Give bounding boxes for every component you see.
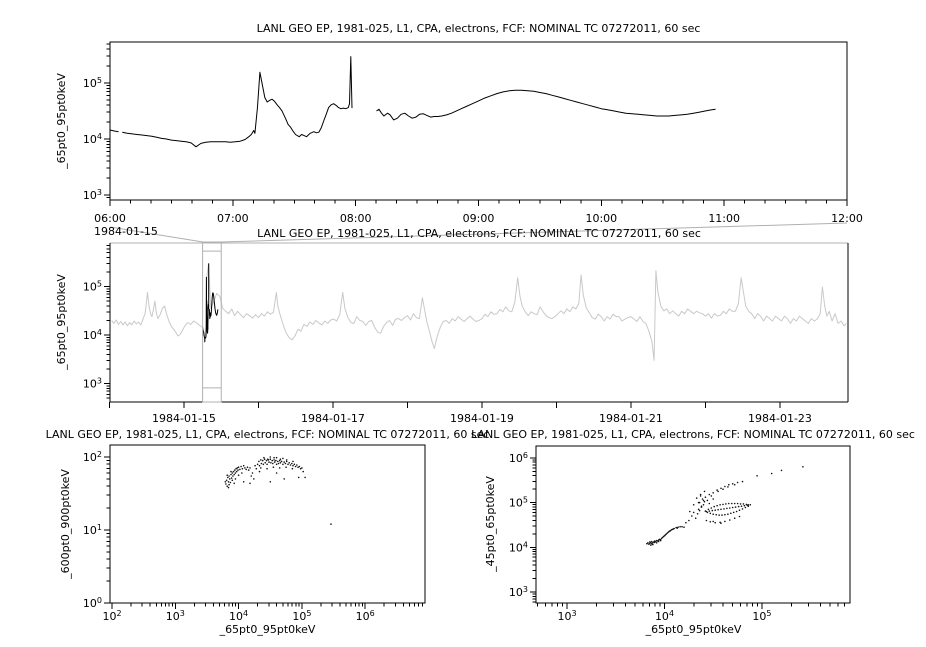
tick-label-10e5: $10^5$ — [292, 609, 312, 623]
p4-plot-area[interactable] — [536, 446, 850, 603]
p2-date-tick: 1984-01-21 — [599, 412, 663, 425]
tick-label-10e3: $10^3$ — [508, 585, 528, 600]
tick-label-10e6: $10^6$ — [355, 609, 375, 623]
tick-label-10e1: $10^1$ — [82, 522, 102, 537]
p1-time-tick: 06:00 — [94, 212, 126, 225]
p2-date-tick: 1984-01-17 — [301, 412, 365, 425]
panel3-x-axis-label: _65pt0_95pt0keV — [219, 623, 316, 636]
p2-plot-area[interactable] — [110, 243, 848, 402]
tick-label-10e5: $10^5$ — [752, 609, 772, 623]
tick-label-10e2: $10^2$ — [102, 609, 122, 623]
tick-label-10e4: $10^4$ — [654, 609, 675, 623]
panel2-y-axis-label: _65pt0_95pt0keV — [55, 274, 68, 370]
tick-label-10e0: $10^0$ — [82, 596, 102, 610]
p1-time-tick: 10:00 — [585, 212, 618, 225]
p2-date-tick: 1984-01-23 — [748, 412, 812, 425]
panel1-y-axis-label: _65pt0_95pt0keV — [55, 73, 68, 169]
panel-p3 — [83, 445, 425, 623]
panel-p4 — [509, 446, 850, 623]
tick-label-10e3: $10^3$ — [557, 609, 577, 623]
panel-p1 — [83, 42, 863, 225]
panel4-title: LANL GEO EP, 1981-025, L1, CPA, electrons, FCF: NOMINAL TC 07272011, 60 sec — [471, 428, 915, 441]
tick-label-10e2: $10^2$ — [82, 449, 102, 464]
p2-date-tick: 1984-01-15 — [152, 412, 216, 425]
p1-time-tick: 09:00 — [462, 212, 495, 225]
panel1-date-label: 1984-01-15 — [94, 225, 158, 238]
tick-label-10e5: $10^5$ — [82, 75, 102, 90]
tick-label-10e4: $10^4$ — [229, 609, 249, 623]
tick-label-10e5: $10^5$ — [508, 495, 528, 510]
p1-time-tick: 07:00 — [216, 212, 249, 225]
panel1-title: LANL GEO EP, 1981-025, L1, CPA, electrons, FCF: NOMINAL TC 07272011, 60 sec — [256, 22, 701, 35]
panel3-title: LANL GEO EP, 1981-025, L1, CPA, electrons, FCF: NOMINAL TC 07272011, 60 sec — [45, 428, 490, 441]
panel4-y-axis-label: _45pt0_65pt0keV — [484, 476, 497, 572]
tick-label-10e3: $10^3$ — [82, 187, 102, 202]
p1-time-tick: 11:00 — [708, 212, 741, 225]
tick-label-10e3: $10^3$ — [165, 609, 185, 623]
tick-label-10e6: $10^6$ — [508, 450, 528, 465]
p1-time-tick: 08:00 — [339, 212, 372, 225]
p1-plot-area[interactable] — [110, 42, 847, 200]
tick-label-10e5: $10^5$ — [82, 279, 102, 294]
panel3-y-axis-label: _600pt0_900pt0keV — [59, 469, 72, 579]
tick-label-10e4: $10^4$ — [82, 131, 102, 146]
tick-label-10e4: $10^4$ — [82, 328, 102, 343]
panel2-title: LANL GEO EP, 1981-025, L1, CPA, electrons, FCF: NOMINAL TC 07272011, 60 sec — [257, 227, 701, 240]
tick-label-10e4: $10^4$ — [508, 540, 528, 555]
tick-label-10e3: $10^3$ — [82, 376, 102, 391]
panel-p2 — [83, 243, 848, 425]
p1-time-tick: 12:00 — [831, 212, 863, 225]
p2-date-tick: 1984-01-19 — [450, 412, 514, 425]
panel4-x-axis-label: _65pt0_95pt0keV — [645, 623, 742, 636]
